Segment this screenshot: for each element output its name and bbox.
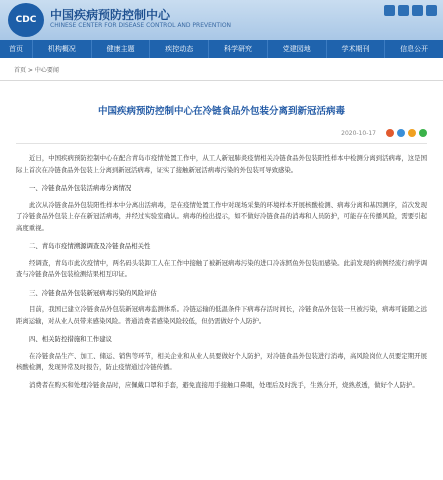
paragraph-3: 目前，我国已建立冷链食品外包装新冠病毒监测体系。冷链运输的低温条件下病毒存活时间长，冷链食品外包装一旦被污染，病毒可能随之远距离运输，对从业人员带来感染风险。普通消费者感染风险较低，但仍需做好个人防护。 xyxy=(16,305,427,325)
article xyxy=(0,103,443,391)
site-header xyxy=(0,0,443,40)
nav-item-research[interactable]: 科学研究 xyxy=(209,40,268,58)
main-nav xyxy=(0,40,443,58)
nav-item-info-public[interactable]: 信息公开 xyxy=(400,45,429,53)
site-title: 中国疾病预防控制中心 xyxy=(50,8,171,22)
weibo-share-icon[interactable] xyxy=(386,129,394,137)
breadcrumb[interactable]: 首页 > 中心要闻 xyxy=(0,58,443,81)
share-buttons xyxy=(386,129,427,137)
qq-share-icon[interactable] xyxy=(397,129,405,137)
nav-item-journals[interactable]: 学术期刊 xyxy=(327,40,386,58)
mail-icon[interactable] xyxy=(398,5,409,16)
weibo-icon[interactable] xyxy=(412,5,423,16)
paragraph-1: 此次从冷链食品外包装阳性样本中分离出活病毒，是在疫情处置工作中对现场采集的环境样本开展核酸检测、病毒分离和基因测序，首次发现了冷链食品外包装上存在新冠活病毒，并经过实验室确认。病毒的检出提示，如不做好冷链食品的消毒和人员防护，可能存在传播风险，需要引起高度重视。 xyxy=(16,200,427,232)
paragraph-intro: 近日，中国疾病预防控制中心在配合青岛市疫情处置工作中，从工人新冠肺炎疫情相关冷链食品外包装阳性样本中检测分离到活病毒，这是国际上首次在冷链食品外包装上分离到新冠活病毒，证实了接触新冠活病毒污染的外包装可导致感染。 xyxy=(16,154,427,174)
paragraph-5: 消费者在购买和处理冷链食品时，应佩戴口罩和手套，避免直接用手接触口鼻眼，处理后及时洗手，生熟分开，烧熟煮透，做好个人防护。 xyxy=(29,380,419,389)
wechat-share-icon[interactable] xyxy=(419,129,427,137)
article-meta xyxy=(16,129,427,144)
article-title: 中国疾病预防控制中心在冷链食品外包装分离到新冠活病毒 xyxy=(97,106,345,117)
wechat-icon[interactable] xyxy=(426,5,437,16)
nav-item-news[interactable]: 疾控动态 xyxy=(150,40,209,58)
site-subtitle: CHINESE CENTER FOR DISEASE CONTROL AND PREVENTION xyxy=(50,22,232,29)
section-heading-4: 四、相关防控措施和工作建议 xyxy=(29,335,113,343)
top-icons xyxy=(384,5,437,16)
nav-item-health-topics[interactable]: 健康主题 xyxy=(92,40,151,58)
nav-item-home[interactable]: 首页 xyxy=(0,40,33,58)
section-heading-3: 三、冷链食品外包装新冠病毒污染的风险评估 xyxy=(29,288,157,297)
nav-item-about[interactable]: 机构概况 xyxy=(33,40,92,58)
cdc-logo[interactable]: CDC xyxy=(8,3,44,37)
section-heading-1: 一、冷链食品外包装活病毒分离情况 xyxy=(29,184,132,192)
qzone-share-icon[interactable] xyxy=(408,129,416,137)
home-icon[interactable] xyxy=(384,5,395,16)
article-date: 2020-10-17 xyxy=(341,129,376,137)
section-heading-2: 二、青岛市疫情溯源调查及冷链食品相关性 xyxy=(29,242,151,250)
nav-item-party[interactable]: 党建园地 xyxy=(268,40,327,58)
paragraph-4: 在冷链食品生产、加工、储运、销售等环节，相关企业和从业人员要做好个人防护，对冷链食品外包装进行消毒，高风险岗位人员要定期开展核酸检测，发现异常及时报告，防止疫情通过冷链传播。 xyxy=(16,351,427,371)
paragraph-2: 经调查，青岛市此次疫情中，两名码头装卸工人在工作中接触了被新冠病毒污染的进口冷冻鳕鱼外包装而感染。此前发现的病例经流行病学调查与冷链食品外包装检测结果相互印证。 xyxy=(16,258,427,278)
